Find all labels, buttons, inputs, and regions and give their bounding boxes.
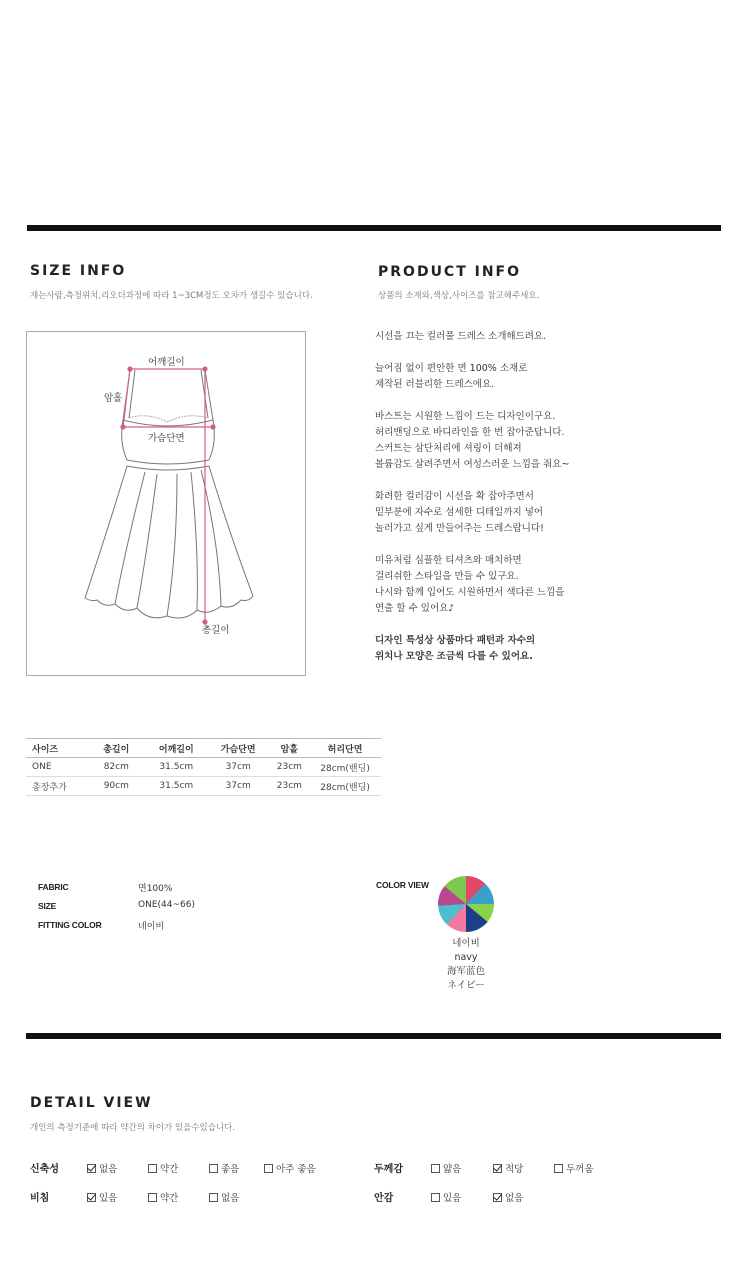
bottom-divider: [26, 1033, 721, 1039]
detail-option-label: 약간: [160, 1164, 179, 1175]
detail-option-label: 두꺼움: [566, 1164, 594, 1175]
checkbox-icon[interactable]: [209, 1164, 218, 1173]
detail-view-subtitle: 개인의 측정기준에 따라 약간의 차이가 있을수있습니다.: [30, 1123, 236, 1133]
checkbox-icon[interactable]: [87, 1164, 96, 1173]
checkbox-icon[interactable]: [148, 1193, 157, 1202]
description-line: 미유처럼 심플한 티셔츠와 매치하면: [375, 555, 522, 566]
table-row: [26, 777, 381, 796]
detail-option-label: 있음: [443, 1193, 462, 1204]
detail-option[interactable]: [264, 1161, 316, 1175]
description-paragraph: [375, 329, 675, 345]
description-line: 허리밴딩으로 바디라인을 한 번 잡아준답니다.: [375, 427, 565, 438]
description-paragraph: [375, 633, 675, 665]
checkbox-icon[interactable]: [493, 1193, 502, 1202]
table-cell: ONE: [26, 758, 87, 777]
dress-illustration: [27, 332, 305, 675]
product-description: [375, 329, 675, 681]
checkbox-icon[interactable]: [431, 1164, 440, 1173]
detail-option[interactable]: [87, 1190, 117, 1204]
color-view-title: COLOR VIEW: [376, 880, 429, 890]
description-paragraph: [375, 409, 675, 473]
description-paragraph: [375, 553, 675, 617]
table-cell: 23cm: [270, 777, 310, 796]
detail-option-label: 약간: [160, 1193, 179, 1204]
checkbox-icon[interactable]: [554, 1164, 563, 1173]
shoulder-label: 어깨길이: [148, 357, 185, 368]
description-line: 밑부분에 자수로 섬세한 디테일까지 넣어: [375, 507, 544, 518]
header-chest: 가슴단면: [207, 739, 270, 758]
detail-view-title: DETAIL VIEW: [30, 1095, 153, 1111]
detail-option[interactable]: [493, 1161, 523, 1175]
detail-option[interactable]: [493, 1190, 523, 1204]
table-cell: 총장추가: [26, 777, 87, 796]
dress-diagram: [26, 331, 306, 676]
detail-option-label: 없음: [99, 1164, 118, 1175]
checkbox-icon[interactable]: [209, 1193, 218, 1202]
fitting-color-label: FITTING COLOR: [38, 920, 102, 930]
detail-option[interactable]: [87, 1161, 117, 1175]
table-cell: 23cm: [270, 758, 310, 777]
checkbox-icon[interactable]: [87, 1193, 96, 1202]
header-size: 사이즈: [26, 739, 87, 758]
description-line: 연출 할 수 있어요♪: [375, 603, 455, 614]
color-name-en: navy: [454, 952, 478, 963]
description-line: 바스트는 시원한 느낌이 드는 디자인이구요.: [375, 411, 556, 422]
detail-option-label: 없음: [221, 1193, 240, 1204]
checkbox-icon[interactable]: [148, 1164, 157, 1173]
color-name-zh: 海军蓝色: [446, 966, 485, 977]
size-value: ONE(44~66): [138, 900, 195, 910]
fabric-value: 면100%: [138, 884, 173, 894]
header-shoulder: 어깨길이: [146, 739, 207, 758]
description-line: 볼륨감도 살려주면서 여성스러운 느낌을 줘요~: [375, 459, 570, 470]
fabric-label: FABRIC: [38, 882, 69, 892]
description-line: 나시와 함께 입어도 시원하면서 색다른 느낌을: [375, 587, 565, 598]
description-paragraph: [375, 361, 675, 393]
description-line: 화려한 컬러감이 시선을 확 잡아주면서: [375, 491, 534, 502]
armhole-label: 암홀: [104, 393, 123, 404]
detail-option[interactable]: [209, 1190, 239, 1204]
fitting-color-value: 네이비: [138, 922, 165, 932]
color-name-ja: ネイビー: [447, 980, 485, 991]
detail-option[interactable]: [209, 1161, 239, 1175]
table-cell: 82cm: [87, 758, 146, 777]
description-line: 제작된 러블리한 드레스에요.: [375, 379, 495, 390]
table-cell: 37cm: [207, 777, 270, 796]
color-name-ko: 네이비: [452, 938, 480, 949]
header-waist: 허리단면: [309, 739, 381, 758]
detail-option-label: 얇음: [443, 1164, 462, 1175]
size-info-subtitle: 재는사람,측정위치,리오더과정에 따라 1~3CM정도 오차가 생길수 있습니다.: [30, 291, 313, 301]
size-table: [26, 738, 381, 796]
detail-option[interactable]: [554, 1161, 594, 1175]
table-cell: 37cm: [207, 758, 270, 777]
header-length: 총길이: [87, 739, 146, 758]
description-line: 디자인 특성상 상품마다 패턴과 자수의: [375, 635, 536, 646]
detail-row-label: 비침: [30, 1193, 50, 1204]
size-info-title: SIZE INFO: [30, 263, 127, 279]
detail-option[interactable]: [148, 1190, 178, 1204]
table-cell: 31.5cm: [146, 777, 207, 796]
color-swatch[interactable]: [438, 876, 494, 932]
detail-option-label: 없음: [505, 1193, 524, 1204]
detail-option-label: 있음: [99, 1193, 118, 1204]
length-label: 총길이: [202, 625, 230, 636]
description-line: 위치나 모양은 조금씩 다를 수 있어요.: [375, 651, 533, 662]
checkbox-icon[interactable]: [493, 1164, 502, 1173]
detail-option[interactable]: [148, 1161, 178, 1175]
checkbox-icon[interactable]: [431, 1193, 440, 1202]
chest-label: 가슴단면: [148, 433, 185, 444]
description-paragraph: [375, 489, 675, 537]
description-line: 시선을 끄는 컬러풀 드레스 소개해드려요.: [375, 331, 547, 342]
detail-row-label: 두께감: [374, 1164, 403, 1175]
table-cell: 28cm(밴딩): [309, 758, 381, 777]
table-row: [26, 758, 381, 777]
description-line: 늘어짐 없이 편안한 면 100% 소재로: [375, 363, 528, 374]
detail-row-label: 신축성: [30, 1164, 59, 1175]
description-line: 스커트는 삼단처리에 셔링이 더해져: [375, 443, 522, 454]
header-armhole: 암홀: [270, 739, 310, 758]
table-cell: 31.5cm: [146, 758, 207, 777]
detail-row-label: 안감: [374, 1193, 394, 1204]
detail-option-label: 적당: [505, 1164, 524, 1175]
product-info-title: PRODUCT INFO: [378, 264, 522, 280]
detail-option[interactable]: [431, 1161, 461, 1175]
size-label: SIZE: [38, 901, 57, 911]
checkbox-icon[interactable]: [264, 1164, 273, 1173]
description-line: 걸리쉬한 스타일을 만들 수 있구요.: [375, 571, 519, 582]
top-divider: [27, 225, 721, 231]
product-info-subtitle: 상품의 소재와,색상,사이즈를 참고해주세요.: [378, 291, 540, 301]
detail-option[interactable]: [431, 1190, 461, 1204]
detail-option-label: 아주 좋음: [276, 1164, 316, 1175]
detail-option-label: 좋음: [221, 1164, 240, 1175]
size-table-header: [26, 739, 381, 758]
table-cell: 90cm: [87, 777, 146, 796]
description-line: 놀러가고 싶게 만들어주는 드레스랍니다!: [375, 523, 544, 534]
table-cell: 28cm(밴딩): [309, 777, 381, 796]
